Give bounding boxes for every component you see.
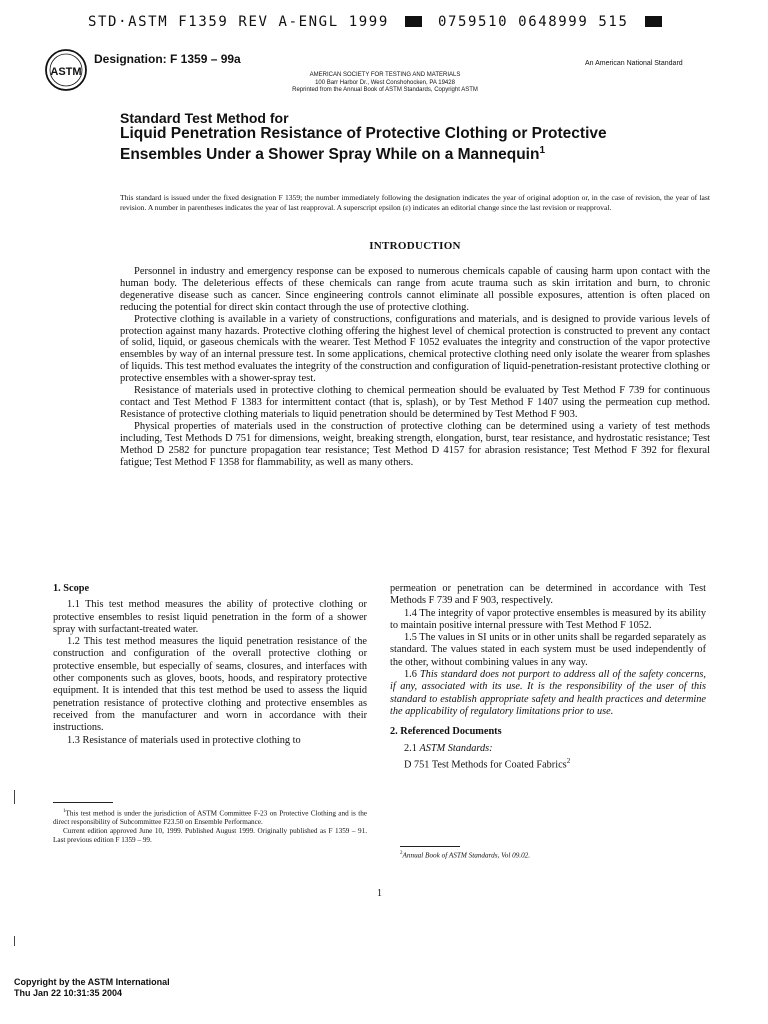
code-suffix: 515 (598, 14, 629, 30)
paragraph-1-5: 1.5 The values in SI units or in other units shall be regarded separately as standard. The values stated in each system must be used independently of the other, without combining values in any way. (390, 632, 706, 668)
footnote-2-mark: 2 (400, 851, 403, 856)
footnote-2-text: Annual Book of ASTM Standards, Vol 09.02. (402, 851, 531, 860)
section-heading-scope: 1. Scope (53, 583, 90, 594)
title-footnote-mark: 1 (539, 144, 546, 156)
designation: Designation: F 1359 – 99a (94, 52, 241, 66)
reference-d751-mark: 2 (566, 756, 571, 765)
astm-logo (44, 48, 88, 97)
document-title (120, 126, 640, 163)
document-code-line (88, 14, 668, 30)
intro-paragraph: Protective clothing is available in a variety of constructions, configurations and materials, and is designed to provide various levels of protection against many hazards. Protective clothing offering the highest level of chemical protection is constructed to prevent any contact of solid, liquid, or gaseous chemicals with the wearer. Test Method F 1052 evaluates the integrity and construction of the vapor protective ensembles by way of an internal pressure test. In some applications, chemical protective clothing need only isolate the wearer from splashes of liquids. This test method evaluates the integrity of the construction and configuration of liquid-penetration-resistant protective clothing or protective ensembles with a shower-spray test. (120, 313, 710, 385)
print-timestamp: Thu Jan 22 10:31:35 2004 (14, 987, 123, 998)
title-text: Liquid Penetration Resistance of Protective Clothing or Protective Ensembles Under a Shower Spray While on a Mannequin (120, 125, 607, 163)
scan-mark (14, 790, 15, 804)
code-prefix: STD·ASTM F1359 REV A-ENGL 1999 (88, 14, 389, 30)
standard-type-title: Standard Test Method for (120, 110, 289, 126)
paragraph-1-6-text: This standard does not purport to address all of the safety concerns, if any, associated with its use. It is the responsibility of the user of this standard to establish appropriate safety and health practices and determine the applicability of regulatory limitations prior to use. (390, 669, 706, 717)
introduction-body (120, 266, 710, 468)
paragraph-1-4: 1.4 The integrity of vapor protective ensembles is measured by its ability to maintain positive internal pressure with Test Method F 1052. (390, 607, 706, 631)
copyright-line: Copyright by the ASTM International (14, 977, 170, 987)
paragraph-1-3: 1.3 Resistance of materials used in protective clothing to (67, 734, 301, 746)
paragraph-2-1 (390, 743, 706, 755)
paragraph-1-6-number: 1.6 (404, 669, 417, 681)
society-block (260, 72, 510, 95)
footnotes-left (53, 808, 367, 845)
footnote-2 (400, 851, 700, 859)
reference-d751-text: D 751 Test Methods for Coated Fabrics (404, 759, 567, 771)
issuance-notice: This standard is issued under the fixed designation F 1359; the number immediately following the designation indicates the year of original adoption or, in the case of revision, the year of last revision. A number in parentheses indicates the year of last reapproval. A superscript epsilon (ε) indicates an editorial change since the last revision or reapproval. (120, 193, 710, 212)
logo-text: ASTM (50, 66, 82, 78)
paragraph-2-1-number: 2.1 (404, 742, 417, 754)
footnote-1 (53, 808, 367, 827)
footnote-1-text: This test method is under the jurisdiction of ASTM Committee F-23 on Protective Clothing and is the direct responsibility of Subcommittee F23.50 on Ensemble Performance. (53, 809, 367, 827)
code-number: 0759510 0648999 (437, 14, 589, 30)
paragraph-1-3-continued: permeation or penetration can be determined in accordance with Test Methods F 739 and F 903, respectively. (390, 583, 706, 607)
paragraph-1-6 (390, 669, 706, 718)
introduction-heading: INTRODUCTION (369, 240, 461, 252)
left-column (53, 583, 367, 747)
national-standard-label: An American National Standard (585, 60, 683, 67)
scan-mark (14, 936, 15, 946)
footnote-rule (53, 802, 113, 803)
footnote-1-mark: 1 (63, 809, 66, 814)
section-heading-referenced: 2. Referenced Documents (390, 726, 502, 738)
intro-paragraph: Physical properties of materials used in the construction of protective clothing can be determined using a variety of test methods including, Test Methods D 751 for dimensions, weight, breaking strength, elongation, burst, tear resistance, and hydrostatic resistance; Test Method D 2582 for puncture propagation tear resistance; Test Method D 4157 for abrasion resistance; Test Method F 392 for flexural fatigue; Test Method F 1358 for flammability, as well as many others. (120, 420, 710, 468)
society-name: AMERICAN SOCIETY FOR TESTING AND MATERIALS (309, 72, 461, 78)
intro-paragraph: Resistance of materials used in protective clothing to chemical permeation should be evaluated by Test Method F 739 for continuous contact and Test Method F 1383 for intermittent contact (that is, splash), or by Test Method F 1407 using the permeation cup method. Resistance of protective clothing materials to liquid penetration should be determined by Test Method F 903. (120, 385, 710, 420)
page-number: 1 (377, 888, 382, 899)
barcode-block (405, 16, 422, 27)
society-reprint: Reprinted from the Annual Book of ASTM Standards, Copyright ASTM (292, 87, 478, 93)
society-address: 100 Barr Harbor Dr., West Conshohocken, PA 19428 (315, 79, 455, 86)
footnote-rule (400, 846, 460, 847)
paragraph-1-1: 1.1 This test method measures the ability of protective clothing or protective ensembles to resist liquid penetration in the form of a shower spray with surfactant-treated water. (53, 599, 367, 635)
intro-paragraph: Personnel in industry and emergency response can be exposed to numerous chemicals capable of causing harm upon contact with the human body. The deleterious effects of these chemicals can range from acute trauma such as skin irritation and burn, to chronic degenerative disease such as cancer. Since engineering controls cannot eliminate all possible exposures, attention is often placed on reducing the potential for direct skin contact through the use of protective clothing. (120, 266, 710, 313)
barcode-block (645, 16, 662, 27)
right-column (390, 583, 706, 772)
reference-d751 (390, 755, 706, 772)
copyright-footer (14, 977, 170, 998)
paragraph-2-1-text: ASTM Standards: (419, 742, 493, 754)
footnote-1-edition: Current edition approved June 10, 1999. Published August 1999. Originally published as F 1359 – 91. Last previous edition F 1359 – 99. (53, 827, 367, 845)
paragraph-1-2: 1.2 This test method measures the liquid penetration resistance of the construction and configuration of the overall protective clothing or protective ensemble, but especially of seams, closures, and interfaces with other components such as gloves, boots, hoods, and respiratory protective equipment. It is intended that this test method be used to assess the liquid penetration resistance of protective clothing and protective ensembles as received from the manufacturer and worn in accordance with their instructions. (53, 636, 367, 734)
